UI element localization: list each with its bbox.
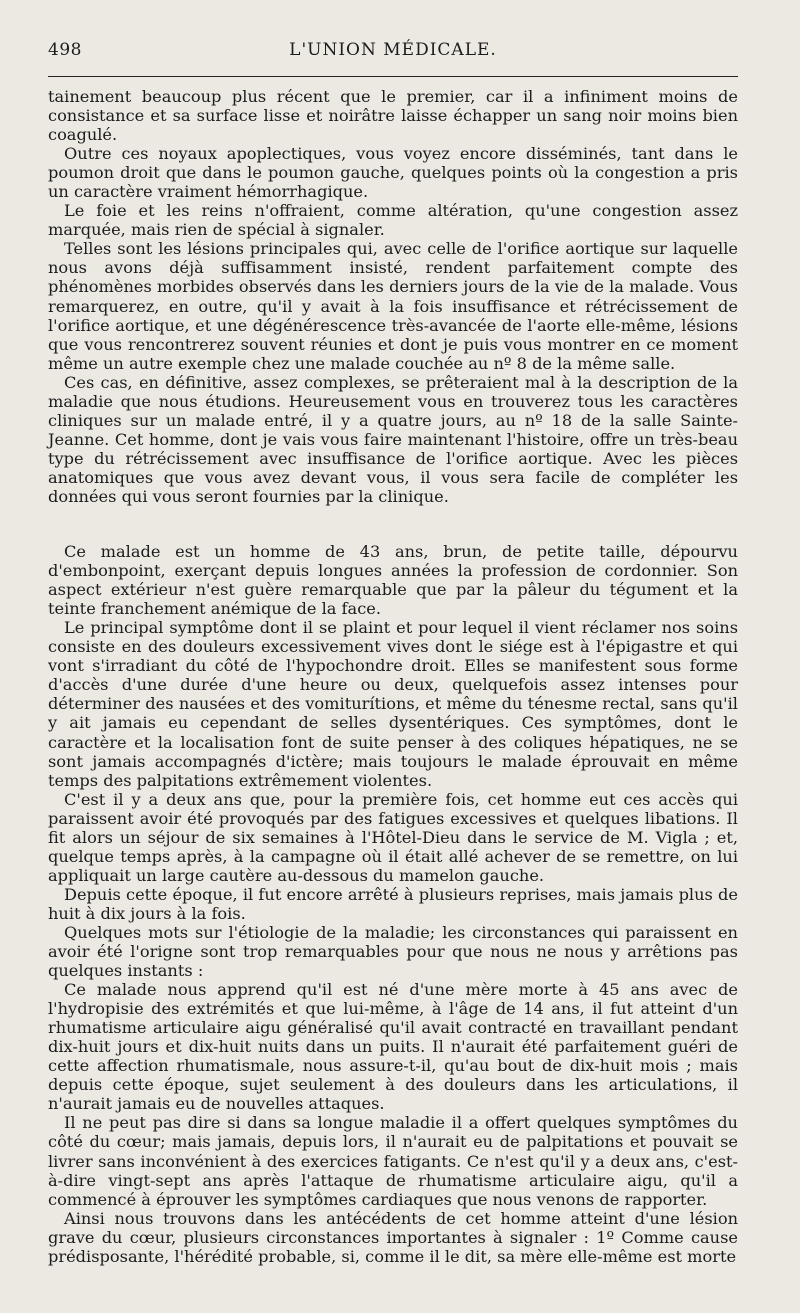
paragraph: Ce malade est un homme de 43 ans, brun, de petite taille, dépourvu d'embonpoint, exerçant depuis longues années la profession de cordonnier. Son aspect extérieur n'est guère remarquable que par la pâleur du tégument et la teinte franchement anémique de la face. <box>48 542 738 619</box>
paragraph: Il ne peut pas dire si dans sa longue maladie il a offert quelques symptômes du côté du cœur; mais jamais, depuis lors, il n'aurait eu de palpitations et pouvait se livrer sans inconvénient à des exercices fatigants. Ce n'est qu'il y a deux ans, c'est-à-dire vingt-sept ans après l'attaque de rhumatisme articulaire aigu, qu'il a commencé à éprouver les symptômes cardiaques que nous venons de rapporter. <box>48 1113 738 1209</box>
running-title: L'UNION MÉDICALE. <box>289 40 497 60</box>
paragraph: Outre ces noyaux apoplectiques, vous voyez encore disséminés, tant dans le poumon droit que dans le poumon gauche, quelques points où la congestion a pris un caractère vraiment hémorrhagique. <box>48 144 738 202</box>
paragraph: tainement beaucoup plus récent que le premier, car il a infiniment moins de consistance et sa surface lisse et noirâtre laisse échapper un sang noir moins bien coagulé. <box>48 87 738 145</box>
paragraph: C'est il y a deux ans que, pour la première fois, cet homme eut ces accès qui paraissent avoir été provoqués par des fatigues excessives et quelques libations. Il fit alors un séjour de six semaines à l'Hôtel-Dieu dans le service de M. Vigla ; et, quelque temps après, à la campagne où il était allé achever de se remettre, on lui appliquait un large cautère au-dessous du mamelon gauche. <box>48 789 738 885</box>
paragraph: Ainsi nous trouvons dans les antécédents de cet homme atteint d'une lésion grave du cœur, plusieurs circonstances importantes à signaler : 1º Comme cause prédisposante, l'hérédité probable, si, comme il le dit, sa mère elle-même est morte <box>48 1208 738 1266</box>
paragraph: Quelques mots sur l'étiologie de la maladie; les circonstances qui paraissent en avoir été l'origne sont trop remarquables pour que nous ne nous y arrêtions pas quelques instants : <box>48 922 738 981</box>
paragraph: Depuis cette époque, il fut encore arrêté à plusieurs reprises, mais jamais plus de huit à dix jours à la fois. <box>48 884 738 923</box>
paragraph: Le foie et les reins n'offraient, comme altération, qu'une congestion assez marquée, mais rien de spécial à signaler. <box>48 201 738 240</box>
paragraph: Ces cas, en définitive, assez complexes, se prêteraient mal à la description de la maladie que nous étudions. Heureusement vous en trouverez tous les caractères cliniques sur un malade entré, il y a quatre jours, au nº 18 de la salle Sainte-Jeanne. Cet homme, dont je vais vous faire maintenant l'histoire, offre un très-beau type du rétrécissement avec insuffisance de l'orifice aortique. Avec les pièces anatomiques que vous avez devant vous, il vous sera facile de compléter les données qui vous seront fournies par la clinique. <box>48 372 738 506</box>
article-body <box>48 87 738 1266</box>
page-number: 498 <box>48 40 82 60</box>
paragraph: Telles sont les lésions principales qui, avec celle de l'orifice aortique sur laquelle nous avons déjà suffisamment insisté, rendent parfaitement compte des phénomènes morbides observés dans les derniers jours de la vie de la malade. Vous remarquerez, en outre, qu'il y avait à la fois insuffisance et rétrécissement de l'orifice aortique, et une dégénérescence très-avancée de l'aorte elle-même, lésions que vous rencontrerez souvent réunies et dont je puis vous montrer en ce moment même un autre exemple chez une malade couchée au nº 8 de la même salle. <box>48 239 738 373</box>
header-rule <box>48 76 738 77</box>
page-header <box>48 40 738 70</box>
section-gap <box>48 506 738 542</box>
paragraph: Ce malade nous apprend qu'il est né d'une mère morte à 45 ans avec de l'hydropisie des extrémités et que lui-même, à l'âge de 14 ans, il fut atteint d'un rhumatisme articulaire aigu généralisé qu'il avait contracté en travaillant pendant dix-huit jours et dix-huit nuits dans un puits. Il n'aurait été parfaitement guéri de cette affection rhumatismale, nous assure-t-il, qu'au bout de dix-huit mois ; mais depuis cette époque, sujet seulement à des douleurs dans les articulations, il n'aurait jamais eu de nouvelles attaques. <box>48 980 738 1114</box>
paragraph: Le principal symptôme dont il se plaint et pour lequel il vient réclamer nos soins consiste en des douleurs excessivement vives dont le siége est à l'épigastre et qui vont s'irradiant du côté de l'hypochondre droit. Elles se manifestent sous forme d'accès d'une durée d'une heure ou deux, quelquefois assez intenses pour déterminer des nausées et des vomiturítions, et même du ténesme rectal, sans qu'il y ait jamais eu cependant de selles dysentériques. Ces symptômes, dont le caractère et la localisation font de suite penser à des coliques hépatiques, ne se sont jamais accompagnés d'ictère; mais toujours le malade éprouvait en même temps des palpitations extrêmement violentes. <box>48 618 738 790</box>
